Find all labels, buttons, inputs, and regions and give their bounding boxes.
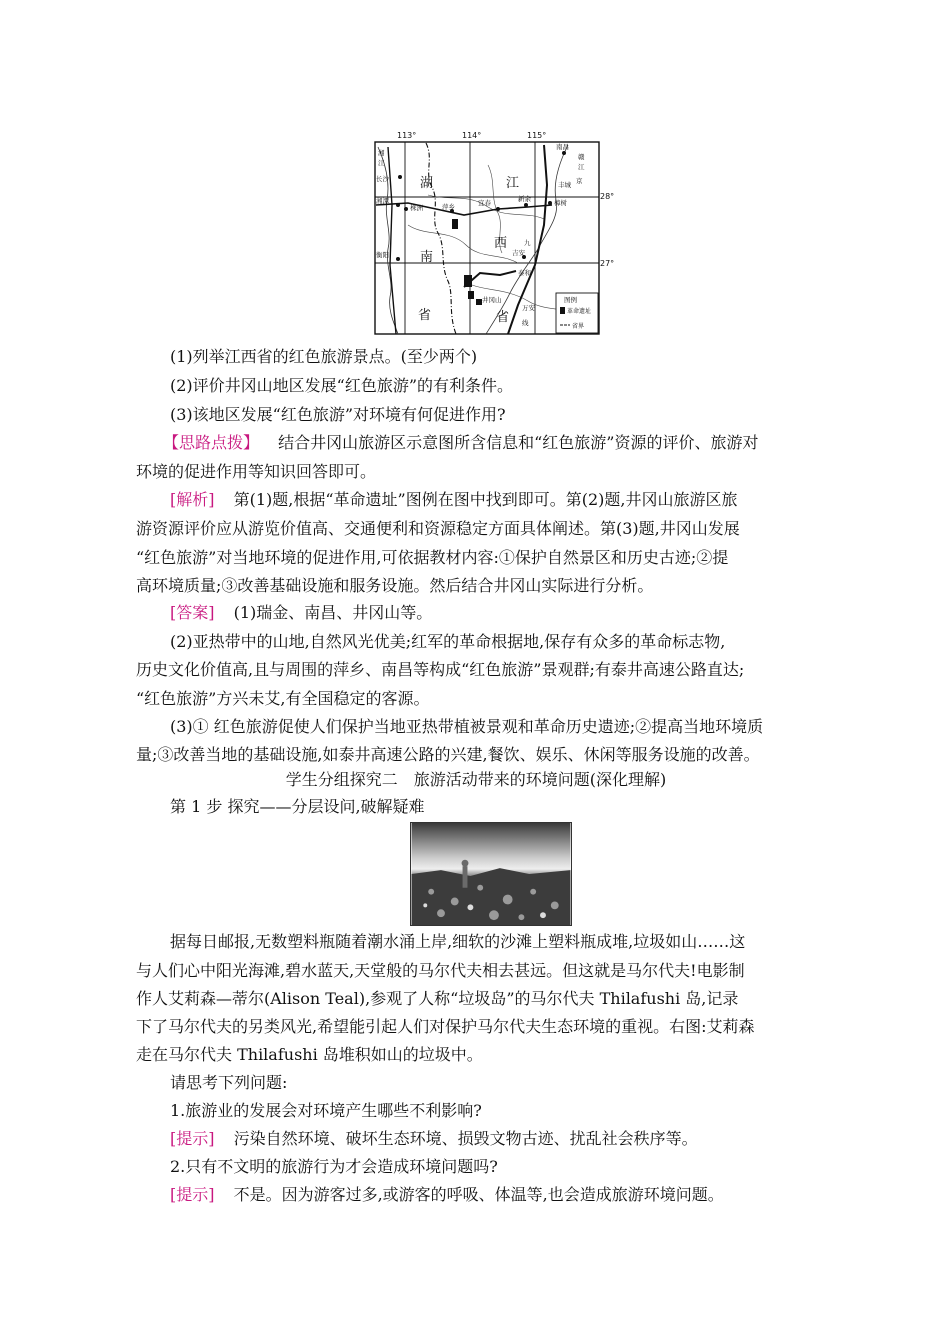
question-3: (3)该地区发展“红色旅游”对环境有何促进作用? bbox=[170, 405, 506, 424]
revolution-site-marker bbox=[476, 299, 482, 305]
lon-label: 113° bbox=[397, 131, 417, 140]
thinking-line-1 bbox=[163, 432, 843, 454]
province-label: 南 bbox=[420, 250, 434, 265]
answer-3-line-1: (3)① 红色旅游促使人们保护当地亚热带植被景观和革命历史遗迹;②提高当地环境质 bbox=[170, 717, 764, 736]
passage-line-1: 据每日邮报,无数塑料瓶随着潮水涌上岸,细软的沙滩上塑料瓶成堆,垃圾如山……这 bbox=[170, 932, 746, 951]
thinking-text: 结合井冈山旅游区示意图所含信息和“红色旅游”资源的评价、旅游对 bbox=[278, 433, 759, 452]
city-label: 新余 bbox=[518, 195, 531, 203]
river-label: 江 bbox=[378, 159, 385, 167]
analysis-text: 第(1)题,根据“革命遗址”图例在图中找到即可。第(2)题,井冈山旅游区旅 bbox=[233, 490, 738, 509]
hint-2 bbox=[170, 1184, 850, 1206]
hint-tag: [提示] bbox=[170, 1185, 215, 1204]
think-question-1: 1.旅游业的发展会对环境产生哪些不利影响? bbox=[170, 1101, 482, 1120]
thinking-tag: 【思路点拨】 bbox=[163, 433, 260, 452]
city-label: 吉安 bbox=[512, 249, 525, 257]
step-heading: 第 1 步 探究——分层设问,破解疑难 bbox=[170, 797, 425, 816]
answer-2-line-3: “红色旅游”方兴未艾,有全国稳定的客源。 bbox=[136, 689, 430, 708]
city-label: 株洲 bbox=[410, 204, 423, 212]
railway-label: 线 bbox=[522, 319, 529, 327]
city-label: 樟树 bbox=[554, 199, 567, 207]
answer-3-line-2: 量;③改善当地的基础设施,如泰井高速公路的兴建,餐饮、娱乐、休闲等服务设施的改善。 bbox=[136, 745, 760, 764]
analysis-line-4: 高环境质量;③改善基础设施和服务设施。然后结合井冈山实际进行分析。 bbox=[136, 576, 654, 595]
city-label: 长沙 bbox=[376, 175, 389, 183]
answer-2-line-1: (2)亚热带中的山地,自然风光优美;红军的革命根据地,保存有众多的革命标志物, bbox=[170, 632, 726, 651]
province-label: 湖 bbox=[420, 176, 434, 191]
answer-2-line-2: 历史文化价值高,且与周围的萍乡、南昌等构成“红色旅游”景观群;有泰井高速公路直达; bbox=[136, 660, 745, 679]
city-label: 井冈山 bbox=[482, 296, 502, 304]
answer-text: (1)瑞金、南昌、井冈山等。 bbox=[233, 603, 433, 622]
section-title: 学生分组探究二 旅游活动带来的环境问题(深化理解) bbox=[285, 770, 667, 789]
city-label: 湘潭 bbox=[376, 197, 389, 205]
province-label: 江 bbox=[506, 176, 520, 191]
jinggangshan-map bbox=[368, 125, 616, 340]
railway-label: 京 bbox=[576, 177, 583, 185]
hint-tag: [提示] bbox=[170, 1129, 215, 1148]
analysis-line-2: 游资源评价应从游览价值高、交通便利和资源稳定方面具体阐述。第(3)题,井冈山发展 bbox=[136, 519, 740, 538]
river-label: 赣 bbox=[578, 153, 585, 161]
legend-title: 图例 bbox=[564, 296, 577, 304]
lon-label: 114° bbox=[462, 131, 482, 140]
city-label: 九 bbox=[524, 239, 531, 247]
city-label: 宜春 bbox=[478, 199, 491, 207]
revolution-site-marker bbox=[452, 219, 458, 229]
city-label: 丰城 bbox=[558, 181, 571, 189]
garbage-island-photo bbox=[410, 822, 572, 926]
lat-label: 27° bbox=[600, 259, 615, 268]
legend-boundary: 省界 bbox=[572, 323, 585, 330]
think-question-2: 2.只有不文明的旅游行为才会造成环境问题吗? bbox=[170, 1157, 498, 1176]
passage-line-2: 与人们心中阳光海滩,碧水蓝天,天堂般的马尔代夫相去甚远。但这就是马尔代夫!电影制 bbox=[136, 961, 745, 980]
city-label: 泰和 bbox=[518, 269, 531, 277]
passage-line-3: 作人艾莉森—蒂尔(Alison Teal),参观了人称“垃圾岛”的马尔代夫 Thilafushi 岛,记录 bbox=[136, 989, 739, 1008]
hint-1 bbox=[170, 1128, 850, 1150]
thinking-line-2: 环境的促进作用等知识回答即可。 bbox=[136, 462, 377, 481]
think-prompt: 请思考下列问题: bbox=[170, 1073, 288, 1092]
lat-label: 28° bbox=[600, 192, 615, 201]
analysis-tag: [解析] bbox=[170, 490, 215, 509]
province-label: 省 bbox=[418, 308, 432, 323]
city-label: 南昌 bbox=[556, 143, 569, 151]
province-label: 省 bbox=[496, 310, 510, 325]
question-1: (1)列举江西省的红色旅游景点。(至少两个) bbox=[170, 347, 478, 366]
city-label: 萍乡 bbox=[442, 203, 455, 211]
question-2: (2)评价井冈山地区发展“红色旅游”的有利条件。 bbox=[170, 376, 514, 395]
answer-tag: [答案] bbox=[170, 603, 215, 622]
hint-text: 不是。因为游客过多,或游客的呼吸、体温等,也会造成旅游环境问题。 bbox=[233, 1185, 724, 1204]
legend-site: 革命遗址 bbox=[567, 308, 592, 315]
city-label: 万安 bbox=[522, 304, 535, 312]
analysis-line-3: “红色旅游”对当地环境的促进作用,可依据教材内容:①保护自然景区和历史古迹;②提 bbox=[136, 548, 729, 567]
city-label: 衡阳 bbox=[376, 251, 389, 259]
hint-text: 污染自然环境、破坏生态环境、损毁文物古迹、扰乱社会秩序等。 bbox=[233, 1129, 698, 1148]
river-label: 湘 bbox=[378, 149, 385, 157]
river-label: 江 bbox=[578, 163, 585, 171]
province-label: 西 bbox=[494, 236, 508, 251]
answer-line-1 bbox=[170, 602, 850, 624]
lon-label: 115° bbox=[527, 131, 547, 140]
passage-line-4: 下了马尔代夫的另类风光,希望能引起人们对保护马尔代夫生态环境的重视。右图:艾莉森 bbox=[136, 1017, 755, 1036]
passage-line-5: 走在马尔代夫 Thilafushi 岛堆积如山的垃圾中。 bbox=[136, 1045, 483, 1064]
analysis-line-1 bbox=[170, 489, 850, 511]
revolution-site-marker bbox=[468, 291, 474, 299]
